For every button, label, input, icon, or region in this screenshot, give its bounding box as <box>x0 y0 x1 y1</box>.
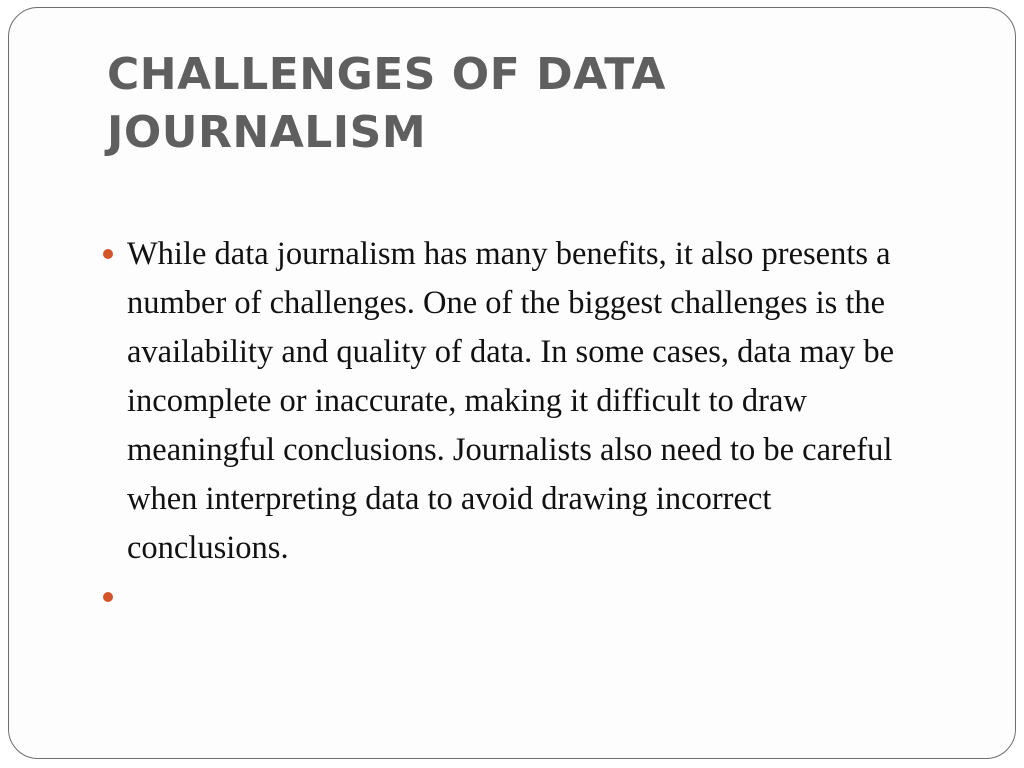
slide-body <box>97 230 927 622</box>
bullet-item-empty <box>97 573 927 622</box>
slide-frame <box>8 7 1016 759</box>
bullet-item <box>97 230 927 573</box>
slide-title: CHALLENGES OF DATA JOURNALISM <box>107 49 666 158</box>
bullet-dot-icon <box>103 592 113 602</box>
bullet-text: While data journalism has many benefits, it also presents a number of challenges. One of the biggest challenges is the availability and quality of data. In some cases, data may be incomplete or inaccurate, making it difficult to draw meaningful conclusions. Journalists also need to be careful when interpreting data to avoid drawing incorrect conclusions. <box>127 236 895 566</box>
bullet-dot-icon <box>103 249 113 259</box>
